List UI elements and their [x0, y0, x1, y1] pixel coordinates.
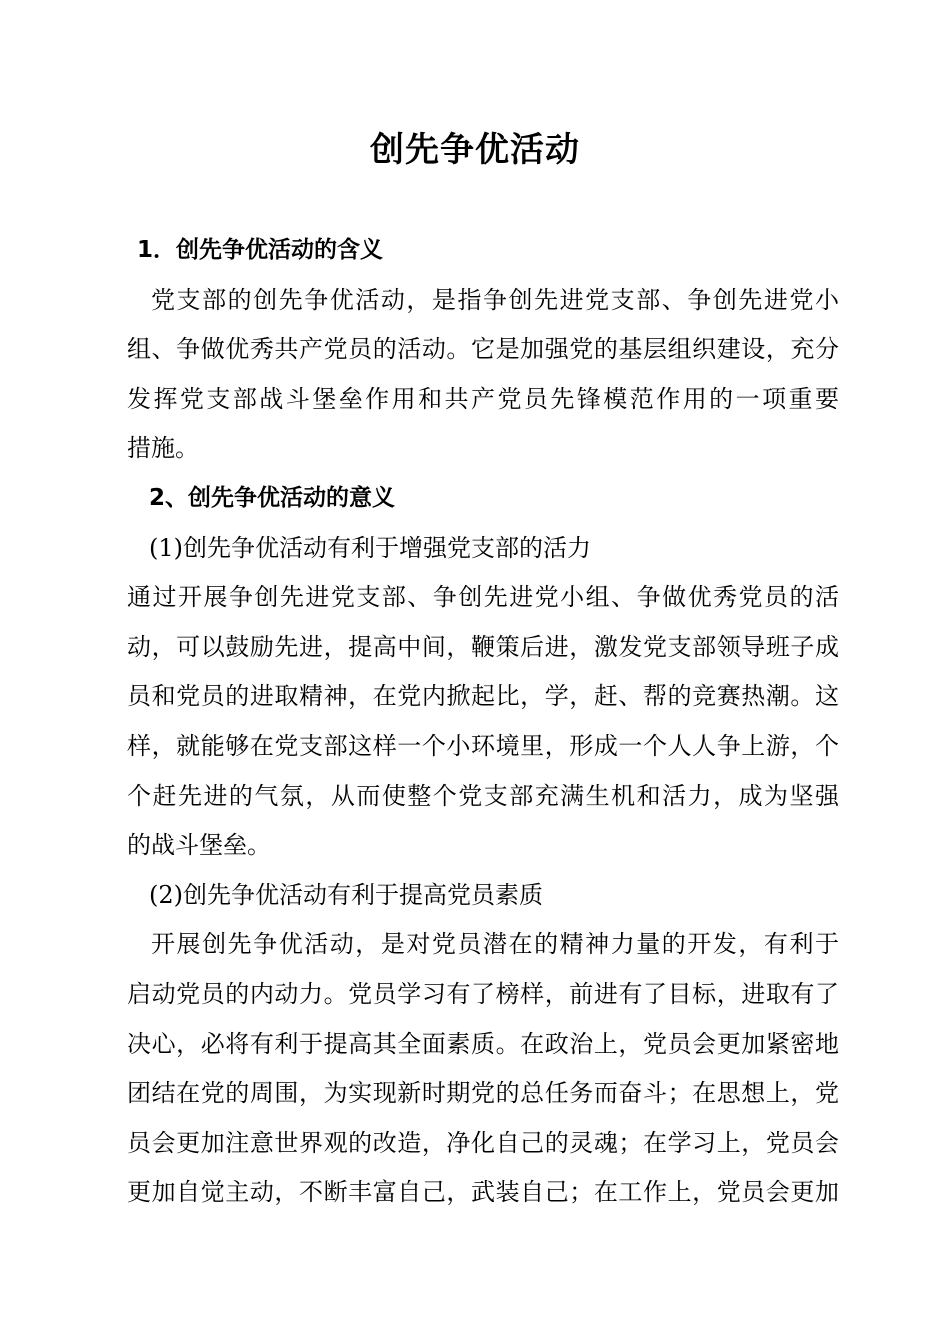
- paragraph-line: 团结在党的周围，为实现新时期党的总任务而奋斗；在思想上，党: [127, 1079, 839, 1108]
- paragraph-line: 开展创先争优活动，是对党员潜在的精神力量的开发，有利于: [151, 930, 839, 959]
- paragraph-line: 个赶先进的气氛，从而使整个党支部充满生机和活力，成为坚强: [127, 781, 839, 810]
- subsection-heading-2: (2)创先争优活动有利于提高党员素质: [149, 880, 543, 909]
- section-heading-1: 1．创先争优活动的含义: [137, 237, 384, 263]
- paragraph-line: 动，可以鼓励先进，提高中间，鞭策后进，激发党支部领导班子成: [127, 632, 839, 661]
- paragraph-line: 员和党员的进取精神，在党内掀起比，学，赶、帮的竞赛热潮。这: [127, 682, 839, 711]
- document-title: 创先争优活动: [370, 130, 580, 170]
- paragraph-line: 的战斗堡垒。: [127, 831, 271, 860]
- paragraph-line: 组、争做优秀共产党员的活动。它是加强党的基层组织建设，充分: [127, 335, 839, 364]
- paragraph-line: 样，就能够在党支部这样一个小环境里，形成一个人人争上游，个: [127, 731, 839, 760]
- subsection-heading-1: (1)创先争优活动有利于增强党支部的活力: [149, 533, 591, 562]
- paragraph-line: 通过开展争创先进党支部、争创先进党小组、争做优秀党员的活: [127, 583, 839, 612]
- document-body: [127, 226, 839, 1218]
- paragraph-line: 措施。: [127, 434, 199, 463]
- paragraph-line: 启动党员的内动力。党员学习有了榜样，前进有了目标，进取有了: [127, 979, 839, 1008]
- paragraph-line: 员会更加注意世界观的改造，净化自己的灵魂；在学习上，党员会: [127, 1128, 839, 1157]
- paragraph-line: 党支部的创先争优活动，是指争创先进党支部、争创先进党小: [151, 285, 839, 314]
- section-heading-2: 2、创先争优活动的意义: [149, 484, 396, 511]
- paragraph-line: 更加自觉主动，不断丰富自己，武装自己；在工作上，党员会更加: [127, 1178, 839, 1207]
- paragraph-line: 发挥党支部战斗堡垒作用和共产党员先锋模范作用的一项重要: [127, 384, 839, 413]
- paragraph-line: 决心，必将有利于提高其全面素质。在政治上，党员会更加紧密地: [127, 1029, 839, 1058]
